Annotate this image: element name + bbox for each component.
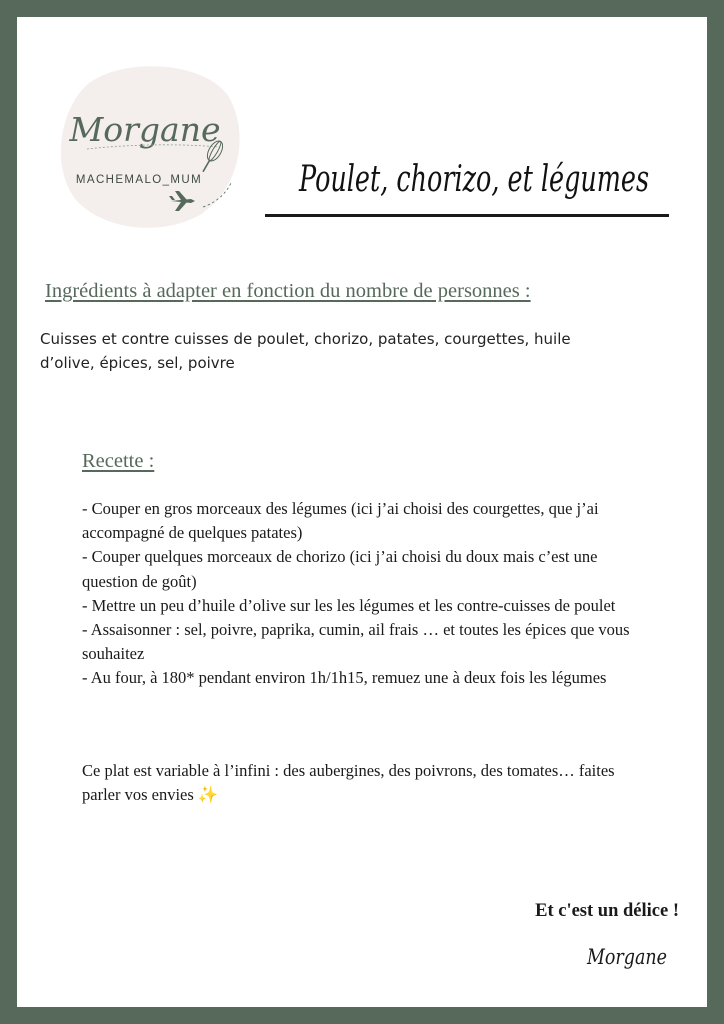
recipe-step: - Couper en gros morceaux des légumes (ici j’ai choisi des courgettes, que j’ai accompagné de quelques patates) <box>82 499 599 543</box>
recipe-outro: Ce plat est variable à l’infini : des aubergines, des poivrons, des tomates… faites parler vos envies ✨ <box>82 761 615 805</box>
closing-line: Et c'est un délice ! <box>535 901 679 921</box>
recipe-step: - Mettre un peu d’huile d’olive sur les les légumes et les contre-cuisses de poulet <box>82 595 616 615</box>
signature <box>583 930 673 984</box>
recipe-steps <box>82 497 652 691</box>
ingredients-list: Cuisses et contre cuisses de poulet, chorizo, patates, courgettes, huile d’olive, épices, sel, poivre <box>40 330 571 372</box>
brand-logo <box>53 55 243 235</box>
recipe-step: - Assaisonner : sel, poivre, paprika, cumin, ail frais … et toutes les épices que vous souhaitez <box>82 620 630 664</box>
signature-text: Morgane <box>586 945 667 969</box>
title-underline <box>265 214 669 217</box>
recipe-title-text: Poulet, chorizo, et légumes <box>298 159 649 200</box>
recipe-page <box>17 17 707 1007</box>
recipe-step: - Couper quelques morceaux de chorizo (ici j’ai choisi du doux mais c’est une question de goût) <box>82 547 598 591</box>
logo-handle: MACHEMALO_MUM <box>75 174 203 186</box>
recipe-title <box>299 129 659 219</box>
ingredients-heading: Ingrédients à adapter en fonction du nombre de personnes : <box>45 280 531 302</box>
logo-name: Morgane <box>69 110 221 149</box>
recette-heading: Recette : <box>82 450 155 472</box>
recipe-step: - Au four, à 180* pendant environ 1h/1h15, remuez une à deux fois les légumes <box>82 668 607 688</box>
